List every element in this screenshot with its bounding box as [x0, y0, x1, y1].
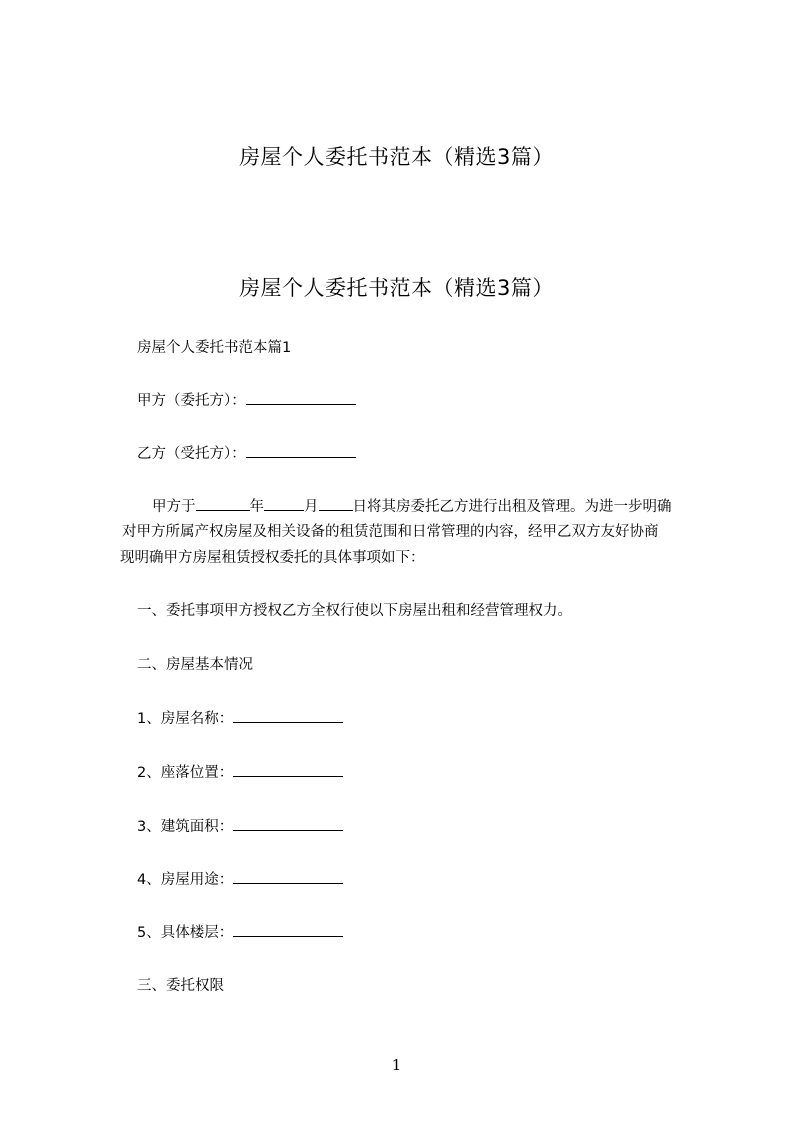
- field-label: 3、建筑面积：: [137, 819, 234, 835]
- paragraph-1-line-2: 对甲方所属产权房屋及相关设备的租赁范围和日常管理的内容，经甲乙双方友好协商: [122, 524, 659, 540]
- field-blank: [233, 922, 343, 937]
- field-label: 4、房屋用途：: [137, 872, 234, 888]
- paragraph-1-line-3: 现明确甲方房屋租赁授权委托的具体事项如下：: [120, 550, 425, 566]
- field-floor: [137, 922, 343, 943]
- document-title-main: 房屋个人委托书范本（精选3篇）: [239, 276, 554, 300]
- field-blank: [233, 816, 343, 831]
- year-blank: [196, 496, 250, 511]
- field-house-name: [137, 708, 343, 729]
- page-number: 1: [391, 1056, 402, 1074]
- section-heading: 房屋个人委托书范本篇1: [137, 340, 292, 356]
- field-location: [137, 762, 343, 783]
- party-b-blank: [246, 443, 356, 458]
- para1-prefix: 甲方于: [152, 499, 196, 515]
- field-blank: [233, 762, 343, 777]
- paragraph-1-line-1: [152, 496, 672, 517]
- party-b-line: [137, 443, 356, 464]
- document-title-top: 房屋个人委托书范本（精选3篇）: [239, 145, 554, 169]
- item-3: 三、委托权限: [137, 978, 224, 994]
- month-blank: [264, 496, 304, 511]
- field-usage: [137, 869, 343, 890]
- para1-rest: 日将其房委托乙方进行出租及管理。为进一步明确: [352, 499, 672, 515]
- para1-month: 月: [304, 499, 319, 515]
- party-a-blank: [246, 390, 356, 405]
- field-label: 5、具体楼层：: [137, 925, 234, 941]
- item-2: 二、房屋基本情况: [137, 657, 253, 673]
- day-blank: [319, 496, 353, 511]
- field-label: 2、座落位置：: [137, 765, 234, 781]
- field-label: 1、房屋名称：: [137, 711, 234, 727]
- field-blank: [233, 869, 343, 884]
- party-b-label: 乙方（受托方）：: [137, 446, 246, 462]
- party-a-line: [137, 390, 356, 411]
- item-1: 一、委托事项甲方授权乙方全权行使以下房屋出租和经营管理权力。: [137, 603, 572, 619]
- field-blank: [233, 708, 343, 723]
- field-area: [137, 816, 343, 837]
- party-a-label: 甲方（委托方）：: [137, 393, 246, 409]
- para1-year: 年: [249, 499, 264, 515]
